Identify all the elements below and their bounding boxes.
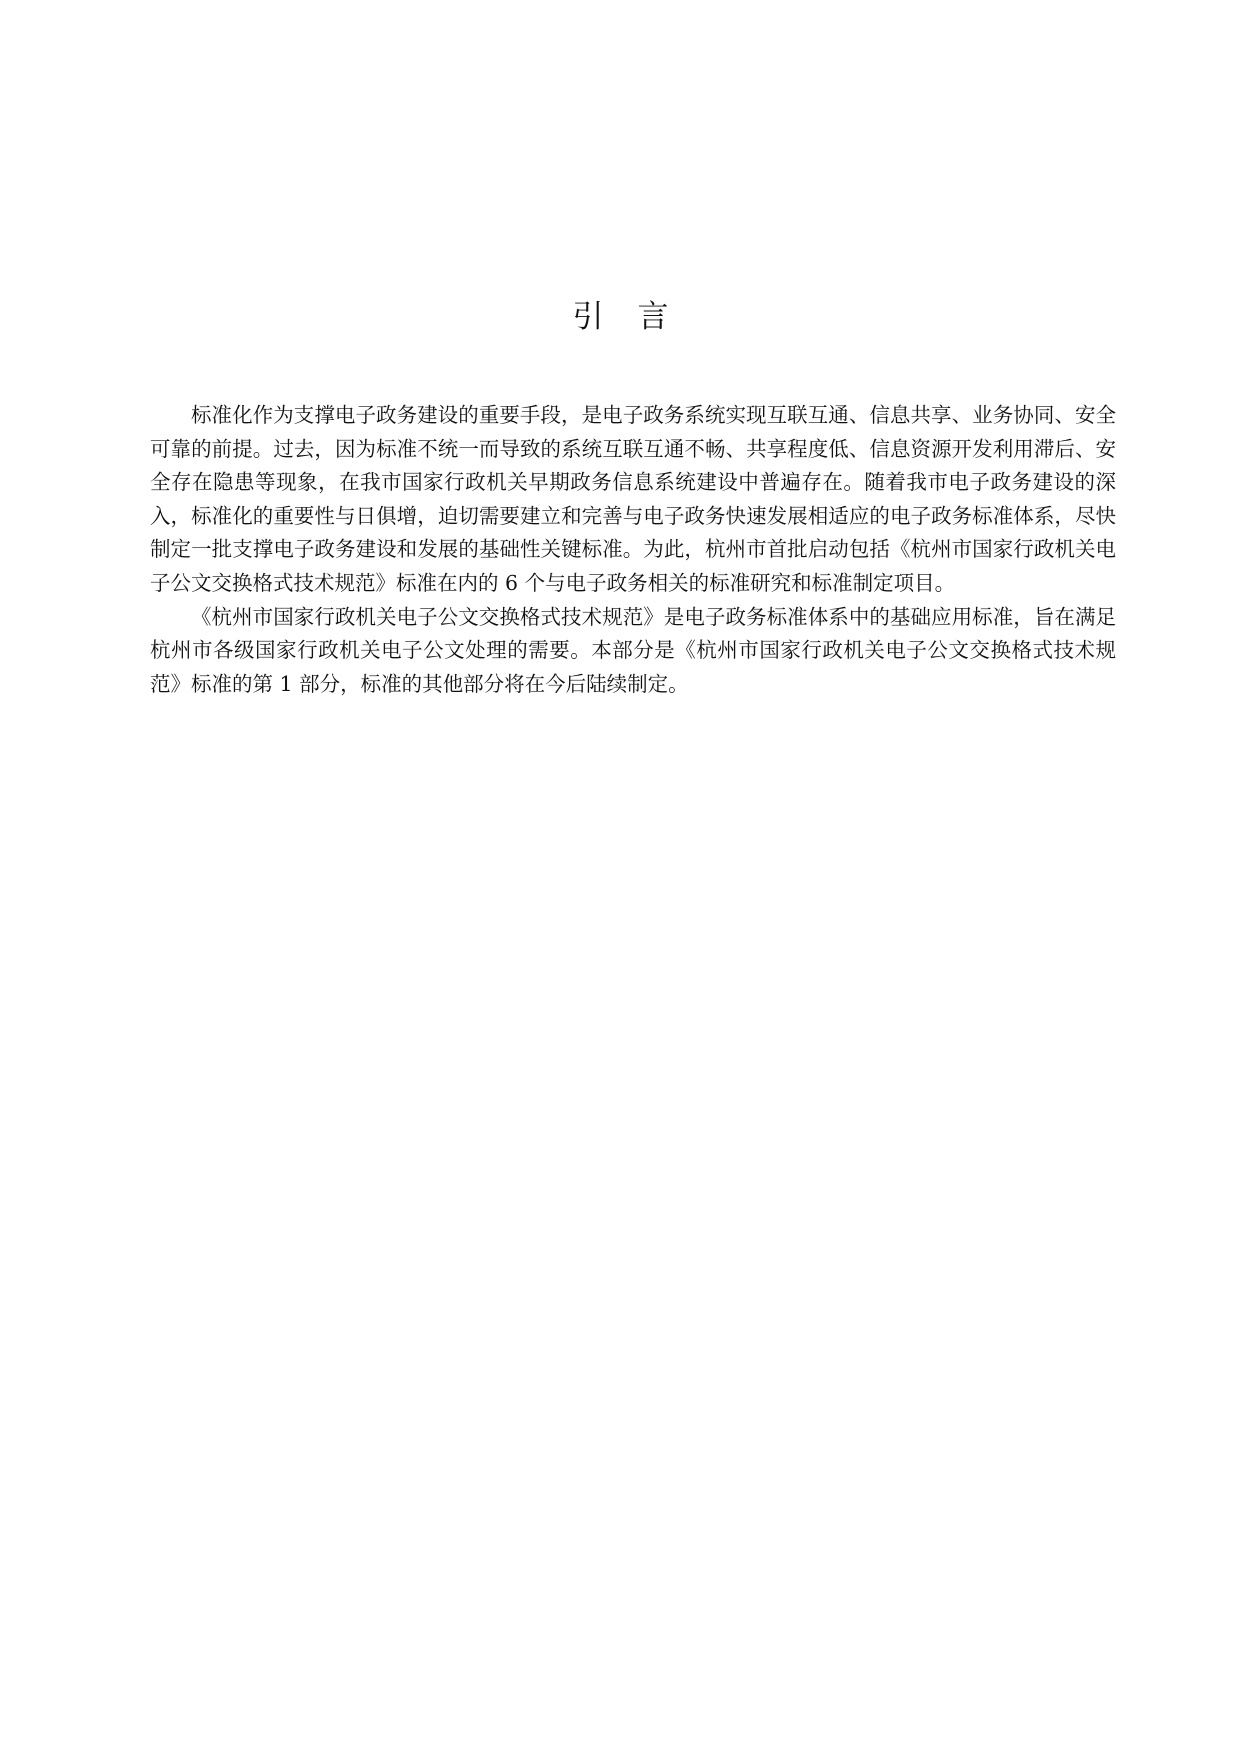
body-text [150, 399, 1116, 701]
page-title: 引言 [572, 298, 703, 335]
paragraph-2: 《杭州市国家行政机关电子公文交换格式技术规范》是电子政务标准体系中的基础应用标准，旨在满足杭州市各级国家行政机关电子公文处理的需要。本部分是《杭州市国家行政机关电子公文交换格式技术规范》标准的第 1 部分，标准的其他部分将在今后陆续制定。 [150, 604, 1116, 696]
paragraph-1: 标准化作为支撑电子政务建设的重要手段，是电子政务系统实现互联互通、信息共享、业务协同、安全可靠的前提。过去，因为标准不统一而导致的系统互联互通不畅、共享程度低、信息资源开发利用滞后、安全存在隐患等现象，在我市国家行政机关早期政务信息系统建设中普遍存在。随着我市电子政务建设的深入，标准化的重要性与日俱增，迫切需要建立和完善与电子政务快速发展相适应的电子政务标准体系，尽快制定一批支撑电子政务建设和发展的基础性关键标准。为此，杭州市首批启动包括《杭州市国家行政机关电子公文交换格式技术规范》标准在内的 6 个与电子政务相关的标准研究和标准制定项目。 [150, 403, 1116, 595]
